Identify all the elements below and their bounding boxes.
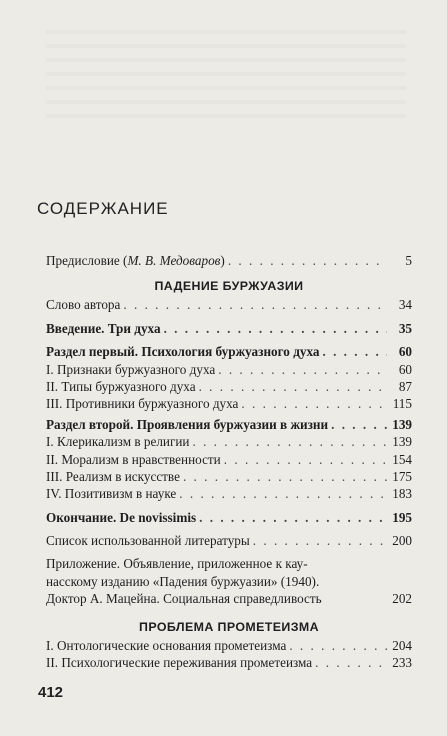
toc-entry-page: 183 <box>392 486 412 502</box>
toc-entry-page: 35 <box>398 320 412 336</box>
toc-entry <box>46 654 412 671</box>
toc-entry-page: 5 <box>405 253 412 268</box>
toc-entry-line: Доктор А. Мацейна. Социальная справедливость <box>46 591 322 607</box>
leader-dots <box>123 296 387 313</box>
toc-entry-multiline <box>46 555 412 607</box>
page-title: СОДЕРЖАНИЕ <box>37 199 169 218</box>
toc-entry-page: 154 <box>392 451 412 467</box>
leader-dots <box>218 361 387 378</box>
toc-entry-title: Предисловие <box>46 253 120 268</box>
toc-entry-page: 139 <box>392 416 412 432</box>
toc-entry-title: I. Признаки буржуазного духа <box>46 361 216 377</box>
leader-dots <box>224 451 387 468</box>
toc-entry-title: IV. Позитивизм в науке <box>46 486 177 502</box>
toc-entry-title: III. Реализм в искусстве <box>46 468 180 484</box>
section-heading: ПАДЕНИЕ БУРЖУАЗИИ <box>154 279 304 294</box>
toc-entry <box>46 485 412 502</box>
section-heading: ПРОБЛЕМА ПРОМЕТЕИЗМА <box>139 619 319 634</box>
leader-dots <box>164 320 387 337</box>
toc-entry <box>46 296 412 313</box>
toc-entry <box>46 395 412 412</box>
toc-entry <box>46 451 412 468</box>
toc-entry <box>46 361 412 378</box>
toc-entry <box>46 343 412 360</box>
page-number: 412 <box>38 684 64 701</box>
toc-entry-page: 195 <box>392 509 412 525</box>
toc-entry-page: 60 <box>398 361 412 377</box>
table-of-contents <box>46 252 412 671</box>
leader-dots <box>199 378 387 395</box>
toc-entry <box>46 509 412 526</box>
leader-dots <box>331 416 387 433</box>
leader-dots <box>199 509 387 526</box>
toc-entry-line: насскому изданию «Падения буржуазии» (1940). <box>46 573 320 589</box>
toc-entry-page: 204 <box>392 637 412 653</box>
toc-entry-page: 202 <box>392 591 412 607</box>
toc-entry-title: I. Клерикализм в религии <box>46 434 190 450</box>
toc-entry-title: II. Психологические переживания прометеизма <box>46 655 313 671</box>
toc-entry-author: М. В. Медоваров <box>127 253 221 268</box>
toc-entry-title: Окончание. De novissimis <box>46 509 197 525</box>
leader-dots <box>241 395 387 412</box>
toc-entry-page: 87 <box>398 378 412 394</box>
toc-entry <box>46 468 412 485</box>
toc-entry-title: I. Онтологические основания прометеизма <box>46 637 287 653</box>
toc-entry <box>46 433 412 450</box>
leader-dots <box>192 433 387 450</box>
toc-entry <box>46 416 412 433</box>
toc-entry-page: 115 <box>392 396 412 412</box>
toc-entry-line: Приложение. Объявление, приложенное к кау- <box>46 556 308 572</box>
toc-entry-title: III. Противники буржуазного духа <box>46 396 239 412</box>
leader-dots <box>179 485 387 502</box>
toc-entry-title: Введение. Три духа <box>46 320 161 336</box>
toc-entry-page: 139 <box>392 434 412 450</box>
toc-entry-page: 34 <box>398 297 412 313</box>
toc-entry <box>46 532 412 549</box>
toc-entry-title: Список использованной литературы <box>46 533 250 549</box>
toc-entry-page: 200 <box>392 533 412 549</box>
toc-entry-title: II. Морализм в нравственности <box>46 451 221 467</box>
toc-entry-title: Раздел второй. Проявления буржуазии в жизни <box>46 416 329 432</box>
toc-entry-page: 60 <box>398 344 412 360</box>
leader-dots <box>289 637 387 654</box>
toc-entry <box>46 637 412 654</box>
bleed-through-text <box>46 30 406 128</box>
toc-entry <box>46 378 412 395</box>
toc-entry-page: 175 <box>392 468 412 484</box>
leader-dots <box>315 654 387 671</box>
toc-entry-page: 233 <box>392 655 412 671</box>
leader-dots <box>253 532 387 549</box>
toc-entry-title: Слово автора <box>46 297 121 313</box>
toc-entry <box>46 320 412 337</box>
leader-dots <box>322 343 387 360</box>
leader-dots <box>183 468 387 485</box>
leader-dots <box>228 252 387 269</box>
toc-entry-preface: Предисловие (М. В. Медоваров) . . . 5 <box>46 252 412 269</box>
toc-entry-title: Раздел первый. Психология буржуазного духа <box>46 344 320 360</box>
toc-entry-title: II. Типы буржуазного духа <box>46 378 196 394</box>
